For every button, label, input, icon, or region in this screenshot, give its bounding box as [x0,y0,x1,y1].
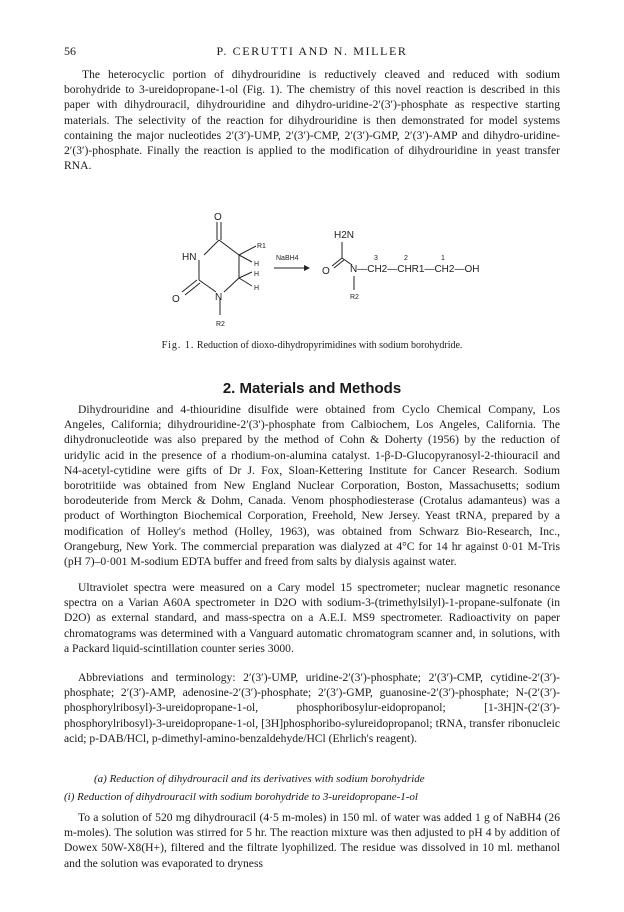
product-oxygen: O [322,266,330,277]
intro-paragraph: The heterocyclic portion of dihydrouridine is reductively cleaved and reduced with sodium borohydride to 3-ureidopropane-1-ol (Fig. 1). The chemistry of this novel reaction is described in this paper with dihydrouracil, dihydrouridine and dihydro-uridine-2′(3′)-phosphate as respective starting materials. The selectivity of the reaction for dihydrouridine is then demonstrated for model systems containing the major nucleotides 2′(3′)-UMP, 2′(3′)-CMP, 2′(3′)-GMP, 2′(3′)-AMP and dihydro-uridine-2′(3′)-phosphate. Finally the reaction is applied to the modification of dihydrouridine in yeast transfer RNA. [64,68,560,173]
reaction-scheme-figure [164,210,484,340]
arrow-head-icon [304,265,310,271]
h-label-1: H [254,261,260,268]
product-h2n: H2N [334,230,355,241]
figure-caption [64,340,560,351]
subsection-heading-i: (i) Reduction of dihydrouracil with sodium borohydride to 3-ureidopropane-1-ol [64,791,418,803]
ring-n: N [215,292,223,303]
reagent-label: NaBH4 [276,255,299,262]
ring-oxygen-top: O [214,212,222,223]
product-chain: N—CH2—CHR1—CH2—OH [350,264,480,275]
procedure-paragraph: To a solution of 520 mg dihydrouracil (4·5 m-moles) in 150 ml. of water was added 1 g of NaBH4 (26 m-moles). The solution was stirred for 5 hr. The reaction mixture was then adjusted to pH 4 by addition of Dowex 50W-X8(H+), filtered and the filtrate lyophilized. The residue was dissolved in 10 ml. methanol and the solution was evaporated to dryness [64,811,560,870]
reaction-scheme [164,210,484,340]
caption-label: Fig. 1. [161,340,195,351]
h-label-2: H [254,271,260,278]
page-number: 56 [64,44,76,58]
materials-paragraph: Dihydrouridine and 4-thiouridine disulfide were obtained from Cyclo Chemical Company, Los Angeles, California; dihydrouridine-2′(3′)-phosphate from Calbiochem, Los Angeles, California. The dihydronucleotide was also prepared by the method of Cohn & Doherty (1956) by the reduction of uridylic acid in the presence of a rhodium-on-alumina catalyst. 1-β-D-Glucopyranosyl-2-thiouracil and N4-acetyl-cytidine were gifts of Dr J. Fox, Sloan-Kettering Institute for Cancer Research. Sodium borotritiide was obtained from New England Nuclear Corporation, Boston, Massachusetts; sodium borodeuteride from Merck & Dohm, Canada. Venom phosphodiesterase (Crotalus adamanteus) was a product of Worthington Biochemical Corporation, Freehold, New Jersey. Yeast tRNA, prepared by a modification of Holley's method (Holley, 1963), was obtained from Schwarz Bio-Research, Inc., Orangeburg, New York. The commercial preparation was dialyzed at 4°C for 14 hr against 0·01 M-Tris (pH 7)–0·001 M-sodium EDTA buffer and freed from salts by dialysis against water. [64,403,560,569]
abbreviations-paragraph: Abbreviations and terminology: 2′(3′)-UMP, uridine-2′(3′)-phosphate; 2′(3′)-CMP, cytidine-2′(3′)-phosphate; 2′(3′)-AMP, adenosine-2′(3′)-phosphate; 2′(3′)-GMP, guanosine-2′(3′)-phosphate; N-(2′(3′)-phosphorylribosyl)-3-ureidopropane-1-ol, phosphoribosylur-eidopropanol; [1-3H]N-(2′(3′)-phosphorylribosyl)-3-ureidopropane-1-ol, [3H]phosphoribo-sylureidopropanol; tRNA, transfer ribonucleic acid; p-DAB/HCl, p-dimethyl-amino-benzaldehyde/HCl (Ehrlich's reagent). [64,671,560,745]
caption-text: Reduction of dioxo-dihydropyrimidines with sodium borohydride. [196,340,463,351]
h-label-3: H [254,285,260,292]
ring-oxygen-bottom: O [172,294,180,305]
carbon-number-1: 1 [441,255,445,262]
r2-label: R2 [216,321,225,328]
r1-label: R1 [257,243,266,250]
instruments-paragraph: Ultraviolet spectra were measured on a Cary model 15 spectrometer; nuclear magnetic resonance spectra on a Varian A60A spectrometer in D2O with sodium-3-(trimethylsilyl)-1-propane-sulfonate (in D2O) as external standard, and mass-spectra on a A.E.I. MS9 spectrometer. Radioactivity on paper chromatograms was determined with a Vanguard automatic chromatogram scanner and, in solutions, with a Packard liquid-scintillation counter series 3000. [64,581,560,655]
carbon-number-2: 2 [404,255,408,262]
carbon-number-3: 3 [374,255,378,262]
running-title: P. CERUTTI AND N. MILLER [216,44,408,58]
product-r2: R2 [350,294,359,301]
section-title: 2. Materials and Methods [222,380,402,397]
page-header [64,44,560,60]
subsection-heading-a: (a) Reduction of dihydrouracil and its derivatives with sodium borohydride [94,773,425,785]
ring-hn: HN [182,252,197,263]
